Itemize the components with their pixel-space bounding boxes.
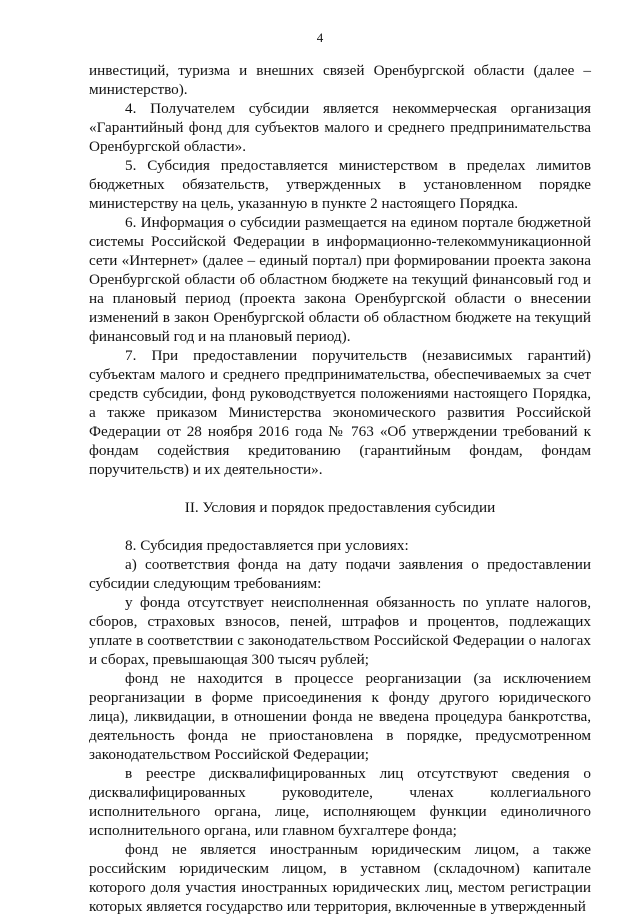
document-body bbox=[89, 61, 591, 916]
paragraph-requirement-reorganization: фонд не находится в процессе реорганизации (за исключением реорганизации в форме присоединения к фонду другого юридического лица), ликвидации, в отношении фонда не введена процедура банкротства, деятельность фонда не приостановлена в порядке, предусмотренном законодательством Российской Федерации; bbox=[89, 670, 591, 763]
paragraph-continuation: инвестиций, туризма и внешних связей Оренбургской области (далее – министерство). bbox=[89, 62, 591, 98]
spacer bbox=[89, 479, 591, 498]
section-heading: II. Условия и порядок предоставления субсидии bbox=[184, 499, 496, 516]
spacer bbox=[89, 517, 591, 536]
paragraph-item-8: 8. Субсидия предоставляется при условиях: bbox=[125, 537, 409, 554]
paragraph-subitem-a: а) соответствия фонда на дату подачи заявления о предоставлении субсидии следующим требованиям: bbox=[89, 556, 591, 592]
paragraph-item-5: 5. Субсидия предоставляется министерством в пределах лимитов бюджетных обязательств, утвержденных в установленном порядке министерству на цель, указанную в пункте 2 настоящего Порядка. bbox=[89, 157, 591, 212]
paragraph-requirement-disqualified: в реестре дисквалифицированных лиц отсутствуют сведения о дисквалифицированных руководителе, членах коллегиального исполнительного органа, лице, исполняющем функции единоличного исполнительного органа, или главном бухгалтере фонда; bbox=[89, 765, 591, 839]
paragraph-item-6: 6. Информация о субсидии размещается на едином портале бюджетной системы Российской Федерации в информационно-телекоммуникационной сети «Интернет» (далее – единый портал) при формировании проекта закона Оренбургской области об областном бюджете на текущий финансовый год и на плановый период (проекта закона Оренбургской области о внесении изменений в закон Оренбургской области об областном бюджете на текущий финансовый год и на плановый период). bbox=[89, 214, 591, 345]
page-number: 4 bbox=[316, 30, 324, 45]
paragraph-requirement-foreign: фонд не является иностранным юридическим лицом, а также российским юридическим лицом, в уставном (складочном) капитале которого доля участия иностранных юридических лиц, местом регистрации которых является государство или территория, включенные в утвержденный bbox=[89, 841, 591, 915]
paragraph-item-4: 4. Получателем субсидии является некоммерческая организация «Гарантийный фонд для субъектов малого и среднего предпринимательства Оренбургской области». bbox=[89, 100, 591, 155]
paragraph-requirement-taxes: у фонда отсутствует неисполненная обязанность по уплате налогов, сборов, страховых взносов, пеней, штрафов и процентов, подлежащих уплате в соответствии с законодательством Российской Федерации о налогах и сборах, превышающая 300 тысяч рублей; bbox=[89, 594, 591, 668]
paragraph-item-7: 7. При предоставлении поручительств (независимых гарантий) субъектам малого и среднего предпринимательства, обеспечиваемых за счет средств субсидии, фонд руководствуется положениями настоящего Порядка, а также приказом Министерства экономического развития Российской Федерации от 28 ноября 2016 года № 763 «Об утверждении требований к фондам содействия кредитованию (гарантийным фондам, фондам поручительств) и их деятельности». bbox=[89, 347, 591, 478]
